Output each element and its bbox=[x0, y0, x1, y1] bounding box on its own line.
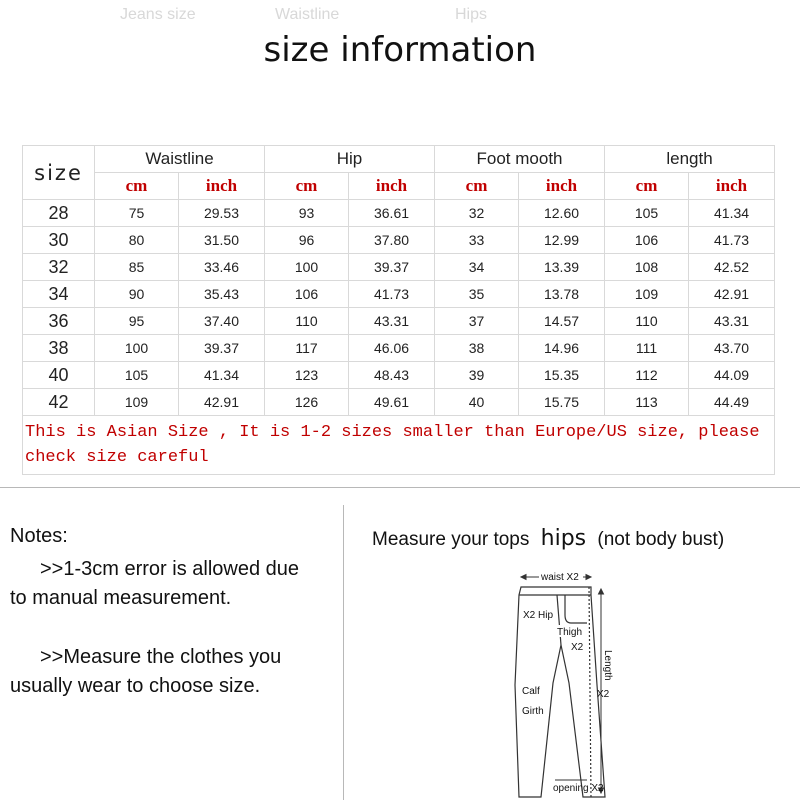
value-cell: 34 bbox=[435, 254, 519, 281]
ghost-hips: Hips bbox=[455, 6, 488, 23]
girth-label: Girth bbox=[522, 706, 544, 717]
value-cell: 126 bbox=[265, 389, 349, 416]
unit-cm: cm bbox=[605, 173, 689, 200]
unit-inch: inch bbox=[689, 173, 775, 200]
value-cell: 85 bbox=[95, 254, 179, 281]
value-cell: 40 bbox=[435, 389, 519, 416]
section-divider bbox=[0, 487, 800, 488]
column-divider bbox=[343, 505, 344, 800]
note-measure-line: >>Measure the clothes you bbox=[40, 646, 282, 668]
pants-measurement-diagram bbox=[505, 565, 635, 800]
value-cell: 123 bbox=[265, 362, 349, 389]
value-cell: 117 bbox=[265, 335, 349, 362]
ghost-jeans-size: Jeans size bbox=[120, 6, 196, 23]
value-cell: 100 bbox=[95, 335, 179, 362]
value-cell: 43.70 bbox=[689, 335, 775, 362]
size-cell: 42 bbox=[23, 389, 95, 416]
measure-prefix: Measure your tops bbox=[372, 529, 530, 550]
value-cell: 95 bbox=[95, 308, 179, 335]
value-cell: 44.09 bbox=[689, 362, 775, 389]
unit-cm: cm bbox=[95, 173, 179, 200]
value-cell: 109 bbox=[95, 389, 179, 416]
size-table-body bbox=[23, 200, 775, 416]
value-cell: 33.46 bbox=[179, 254, 265, 281]
value-cell: 12.60 bbox=[519, 200, 605, 227]
unit-inch: inch bbox=[519, 173, 605, 200]
unit-cm: cm bbox=[265, 173, 349, 200]
table-row bbox=[23, 254, 775, 281]
value-cell: 110 bbox=[265, 308, 349, 335]
waist-label: waist X2 bbox=[541, 572, 579, 583]
value-cell: 42.52 bbox=[689, 254, 775, 281]
note-error-line-cont: to manual measurement. bbox=[10, 587, 232, 609]
value-cell: 32 bbox=[435, 200, 519, 227]
value-cell: 39.37 bbox=[179, 335, 265, 362]
value-cell: 96 bbox=[265, 227, 349, 254]
page-title: size information bbox=[263, 30, 537, 70]
thigh-x2-label: X2 bbox=[571, 642, 584, 653]
notes-spacer bbox=[10, 613, 340, 643]
value-cell: 48.43 bbox=[349, 362, 435, 389]
value-cell: 49.61 bbox=[349, 389, 435, 416]
measure-instruction bbox=[372, 526, 724, 551]
size-cell: 40 bbox=[23, 362, 95, 389]
value-cell: 93 bbox=[265, 200, 349, 227]
measure-hips: hips bbox=[540, 526, 587, 551]
value-cell: 14.96 bbox=[519, 335, 605, 362]
value-cell: 105 bbox=[605, 200, 689, 227]
value-cell: 15.75 bbox=[519, 389, 605, 416]
length-label: Length bbox=[602, 650, 613, 681]
value-cell: 75 bbox=[95, 200, 179, 227]
table-row bbox=[23, 389, 775, 416]
value-cell: 42.91 bbox=[689, 281, 775, 308]
size-cell: 34 bbox=[23, 281, 95, 308]
value-cell: 80 bbox=[95, 227, 179, 254]
table-row bbox=[23, 308, 775, 335]
measure-suffix: (not body bust) bbox=[597, 529, 725, 550]
size-cell: 38 bbox=[23, 335, 95, 362]
value-cell: 37 bbox=[435, 308, 519, 335]
notes-panel bbox=[10, 522, 340, 701]
value-cell: 109 bbox=[605, 281, 689, 308]
value-cell: 41.73 bbox=[689, 227, 775, 254]
note-measure-line-cont: usually wear to choose size. bbox=[10, 675, 261, 697]
unit-cm: cm bbox=[435, 173, 519, 200]
value-cell: 43.31 bbox=[349, 308, 435, 335]
calf-label: Calf bbox=[522, 686, 540, 697]
table-row bbox=[23, 281, 775, 308]
unit-inch: inch bbox=[349, 173, 435, 200]
value-cell: 38 bbox=[435, 335, 519, 362]
length-x2-label: X2 bbox=[597, 689, 610, 700]
length-header: length bbox=[605, 146, 775, 173]
value-cell: 46.06 bbox=[349, 335, 435, 362]
size-table-container bbox=[22, 145, 774, 475]
table-row bbox=[23, 335, 775, 362]
value-cell: 12.99 bbox=[519, 227, 605, 254]
size-table bbox=[22, 145, 775, 475]
table-row bbox=[23, 200, 775, 227]
value-cell: 41.34 bbox=[179, 362, 265, 389]
value-cell: 111 bbox=[605, 335, 689, 362]
thigh-label: Thigh bbox=[557, 627, 583, 638]
hip-label: X2 Hip bbox=[523, 610, 554, 621]
value-cell: 112 bbox=[605, 362, 689, 389]
value-cell: 43.31 bbox=[689, 308, 775, 335]
value-cell: 110 bbox=[605, 308, 689, 335]
notes-header: Notes: bbox=[10, 525, 68, 547]
value-cell: 100 bbox=[265, 254, 349, 281]
size-cell: 30 bbox=[23, 227, 95, 254]
value-cell: 37.40 bbox=[179, 308, 265, 335]
opening-label: opening X2 bbox=[553, 783, 604, 794]
value-cell: 35 bbox=[435, 281, 519, 308]
value-cell: 39 bbox=[435, 362, 519, 389]
value-cell: 36.61 bbox=[349, 200, 435, 227]
foot-mooth-header: Foot mooth bbox=[435, 146, 605, 173]
value-cell: 31.50 bbox=[179, 227, 265, 254]
asian-size-note: This is Asian Size , It is 1-2 sizes smaller than Europe/US size, please check size careful bbox=[23, 416, 775, 475]
size-cell: 28 bbox=[23, 200, 95, 227]
value-cell: 15.35 bbox=[519, 362, 605, 389]
size-cell: 32 bbox=[23, 254, 95, 281]
value-cell: 106 bbox=[265, 281, 349, 308]
size-cell: 36 bbox=[23, 308, 95, 335]
value-cell: 41.34 bbox=[689, 200, 775, 227]
value-cell: 39.37 bbox=[349, 254, 435, 281]
value-cell: 37.80 bbox=[349, 227, 435, 254]
value-cell: 42.91 bbox=[179, 389, 265, 416]
value-cell: 113 bbox=[605, 389, 689, 416]
value-cell: 106 bbox=[605, 227, 689, 254]
hip-header: Hip bbox=[265, 146, 435, 173]
value-cell: 41.73 bbox=[349, 281, 435, 308]
unit-inch: inch bbox=[179, 173, 265, 200]
value-cell: 29.53 bbox=[179, 200, 265, 227]
value-cell: 108 bbox=[605, 254, 689, 281]
value-cell: 33 bbox=[435, 227, 519, 254]
value-cell: 90 bbox=[95, 281, 179, 308]
value-cell: 105 bbox=[95, 362, 179, 389]
size-header: size bbox=[23, 146, 95, 200]
table-row bbox=[23, 362, 775, 389]
waistline-header: Waistline bbox=[95, 146, 265, 173]
ghost-waistline: Waistline bbox=[275, 6, 340, 23]
table-row bbox=[23, 227, 775, 254]
value-cell: 13.39 bbox=[519, 254, 605, 281]
note-error-line: >>1-3cm error is allowed due bbox=[40, 558, 300, 580]
value-cell: 35.43 bbox=[179, 281, 265, 308]
value-cell: 44.49 bbox=[689, 389, 775, 416]
value-cell: 13.78 bbox=[519, 281, 605, 308]
value-cell: 14.57 bbox=[519, 308, 605, 335]
